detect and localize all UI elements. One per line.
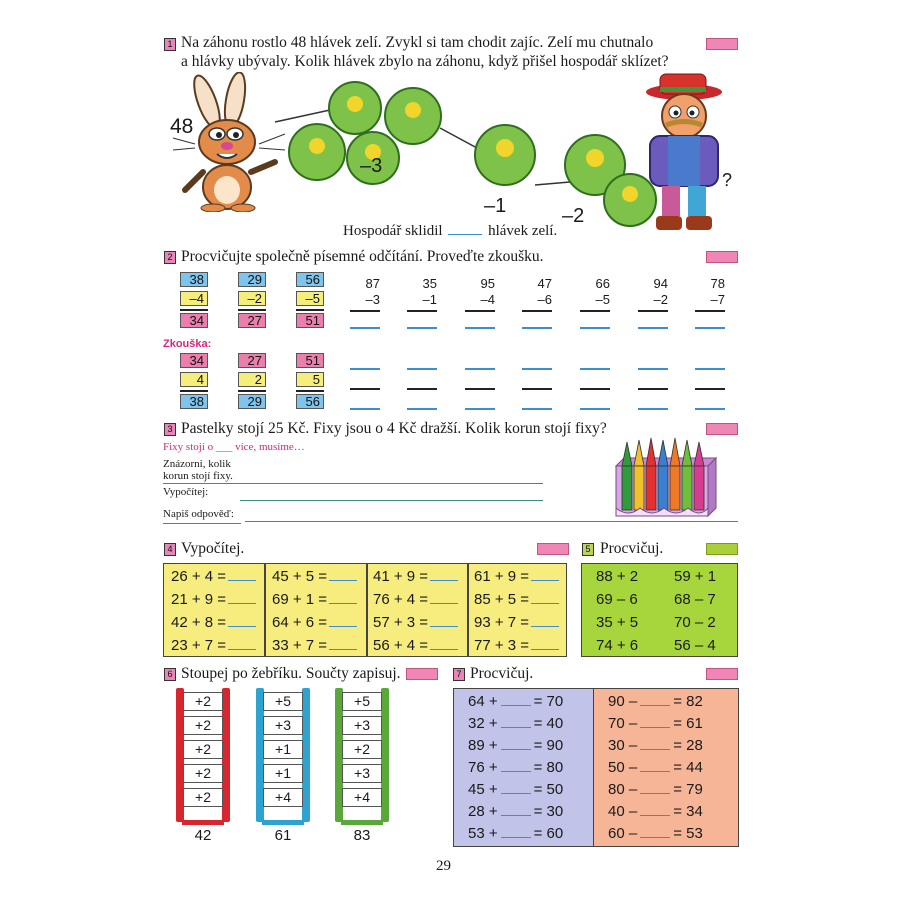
check-sum-line (296, 390, 324, 392)
task-2-title: Procvičujte společně písemné odčítání. Proveďte zkoušku. (181, 248, 544, 265)
check-addend-box: 4 (180, 372, 208, 387)
check-result-box: 29 (238, 394, 266, 409)
addition-exercise (171, 568, 256, 585)
equation-row (468, 825, 563, 842)
exercise-text: 42 + 8 = (171, 614, 227, 631)
ladder-step-box[interactable]: +4 (263, 788, 303, 807)
equation-blank[interactable] (640, 783, 670, 794)
equation-left: 70 – (608, 715, 638, 732)
equation-left: 50 – (608, 759, 638, 776)
exercise-sum-line (638, 310, 668, 312)
exercise-text: 33 + 7 = (272, 637, 328, 654)
check-addend-box: 5 (296, 372, 324, 387)
addition-exercise (171, 591, 256, 608)
exercise-answer-line[interactable] (580, 327, 610, 329)
solved-top-box: 38 (180, 272, 208, 287)
equation-row (468, 693, 563, 710)
answer-blank[interactable] (430, 615, 458, 627)
exercise-text: 21 + 9 = (171, 591, 227, 608)
ladder-step-box[interactable]: +2 (183, 716, 223, 735)
check-sum-line (580, 388, 610, 390)
check-result-line[interactable] (695, 408, 725, 410)
task-1-answer (343, 222, 557, 241)
check-result-line[interactable] (465, 408, 495, 410)
grid4-divider (467, 564, 469, 656)
equation-blank[interactable] (640, 739, 670, 750)
exercise-text: 64 + 6 = (272, 614, 328, 631)
exercise-text: 61 + 9 = (474, 568, 530, 585)
ladder-start-number: 83 (353, 827, 371, 844)
answer-blank[interactable] (329, 615, 357, 627)
grid4-divider (366, 564, 368, 656)
equation-blank[interactable] (640, 717, 670, 728)
task-4-grid (163, 563, 567, 657)
label-draw-line1: Znázorni, kolik (163, 458, 231, 470)
practice-exercise: 69 – 6 (596, 591, 638, 608)
check-answer-line[interactable] (638, 368, 668, 370)
solved-sum-line (180, 309, 208, 311)
cabbages-illustration (265, 80, 665, 230)
ladder-step-box[interactable]: +5 (342, 692, 382, 711)
task-7-number: 7 (453, 668, 465, 681)
task-1-number: 1 (164, 38, 176, 51)
equation-blank[interactable] (501, 717, 531, 728)
check-answer-line[interactable] (465, 368, 495, 370)
addition-exercise (373, 568, 458, 585)
ladder-step-box[interactable]: +3 (342, 716, 382, 735)
equation-right: = 40 (533, 715, 564, 732)
equation-blank[interactable] (640, 805, 670, 816)
equation-right: = 70 (533, 693, 564, 710)
addition-exercise (272, 614, 357, 631)
equation-row (608, 781, 703, 798)
exercise-text: 26 + 4 = (171, 568, 227, 585)
task-5-title: Procvičuj. (600, 540, 664, 557)
equation-left: 45 + (468, 781, 498, 798)
check-result-box: 56 (296, 394, 324, 409)
exercise-answer-line[interactable] (695, 327, 725, 329)
minus-2-label: –2 (562, 205, 585, 227)
equation-row (468, 759, 563, 776)
practice-exercise: 88 + 2 (596, 568, 639, 585)
check-answer-line[interactable] (580, 368, 610, 370)
ladder-step-box[interactable]: +2 (183, 740, 223, 759)
ladder-start-number: 61 (274, 827, 292, 844)
equation-blank[interactable] (501, 739, 531, 750)
start-number-48: 48 (170, 115, 194, 138)
crayons-box-illustration (608, 436, 720, 524)
equation-blank[interactable] (501, 761, 531, 772)
answer-blank[interactable] (228, 615, 256, 627)
task-3-label-answer: Napiš odpověď: (163, 508, 234, 520)
equation-right: = 82 (673, 693, 703, 710)
check-sum-line (238, 390, 266, 392)
solved-subtrahend-box: –2 (238, 291, 266, 306)
equation-left: 64 + (468, 693, 498, 710)
check-sum-line (695, 388, 725, 390)
answer-blank[interactable] (531, 569, 559, 581)
check-sum-line (350, 388, 380, 390)
task-4-number: 4 (164, 543, 176, 556)
exercise-sum-line (522, 310, 552, 312)
exercise-subtrahend: –6 (537, 292, 552, 307)
exercise-sum-line (407, 310, 437, 312)
exercise-answer-line[interactable] (638, 327, 668, 329)
equation-blank[interactable] (501, 695, 531, 706)
equation-right: = 44 (673, 759, 703, 776)
equation-left: 53 + (468, 825, 498, 842)
answer-blank[interactable] (430, 592, 458, 604)
equation-left: 60 – (608, 825, 638, 842)
exercise-answer-line[interactable] (465, 327, 495, 329)
exercise-subtrahend: –7 (710, 292, 725, 307)
task-3-number: 3 (164, 423, 176, 436)
check-top-box: 27 (238, 353, 266, 368)
ladder-step-box[interactable]: +4 (342, 788, 382, 807)
ladder-step-box[interactable]: +1 (263, 764, 303, 783)
ladder-step-box[interactable]: +1 (263, 740, 303, 759)
exercise-text: 41 + 9 = (373, 568, 429, 585)
addition-exercise (272, 591, 357, 608)
exercise-subtrahend: –3 (365, 292, 380, 307)
task-6-title: Stoupej po žebříku. Součty zapisuj. (181, 665, 401, 682)
score-box-task-1[interactable] (706, 38, 738, 50)
equation-right: = 61 (673, 715, 703, 732)
equation-right: = 53 (673, 825, 703, 842)
addition-exercise (474, 637, 559, 654)
equation-right: = 34 (673, 803, 703, 820)
solved-subtrahend-box: –5 (296, 291, 324, 306)
page-number: 29 (436, 858, 451, 874)
exercise-subtrahend: –2 (653, 292, 668, 307)
equation-left: 90 – (608, 693, 638, 710)
ladder-start-number: 42 (194, 827, 212, 844)
check-sum-line (407, 388, 437, 390)
check-result-line[interactable] (407, 408, 437, 410)
check-sum-line (180, 390, 208, 392)
draw-answer-line[interactable] (163, 483, 543, 484)
answer-blank[interactable] (430, 638, 458, 650)
equation-right: = 90 (533, 737, 564, 754)
equation-row (608, 803, 703, 820)
task-3-title: Pastelky stojí 25 Kč. Fixy jsou o 4 Kč dražší. Kolik korun stojí fixy? (181, 420, 607, 437)
exercise-text: 77 + 3 = (474, 637, 530, 654)
equation-blank[interactable] (501, 783, 531, 794)
addition-exercise (373, 614, 458, 631)
farmer-illustration (628, 70, 740, 235)
equation-left: 30 – (608, 737, 638, 754)
ladder-step-box[interactable]: +2 (183, 764, 223, 783)
exercise-text: 57 + 3 = (373, 614, 429, 631)
answer-suffix: hlávek zelí. (488, 223, 558, 239)
answer-blank[interactable] (329, 569, 357, 581)
check-answer-line[interactable] (695, 368, 725, 370)
exercise-text: 45 + 5 = (272, 568, 328, 585)
equation-right: = 30 (533, 803, 564, 820)
task-1-text-line1: Na záhonu rostlo 48 hlávek zelí. Zvykl si tam chodit zajíc. Zelí mu chutnalo (181, 34, 654, 51)
task-1-text-line2: a hlávky ubývaly. Kolik hlávek zbylo na záhonu, když přišel hospodář sklízet? (181, 53, 669, 70)
check-sum-line (638, 388, 668, 390)
ladder-step-box[interactable]: +2 (183, 692, 223, 711)
task-7-left-grid (453, 688, 594, 847)
check-result-line[interactable] (638, 408, 668, 410)
equation-left: 89 + (468, 737, 498, 754)
equation-row (608, 737, 703, 754)
answer-blank[interactable] (531, 638, 559, 650)
question-mark: ? (722, 170, 733, 190)
equation-blank[interactable] (640, 827, 670, 838)
addition-exercise (272, 637, 357, 654)
answer-blank[interactable] (329, 592, 357, 604)
check-answer-line[interactable] (407, 368, 437, 370)
exercise-subtrahend: –1 (422, 292, 437, 307)
answer-blank[interactable] (228, 638, 256, 650)
solved-sum-line (296, 309, 324, 311)
check-label: Zkouška: (163, 338, 212, 350)
exercise-answer-line[interactable] (522, 327, 552, 329)
ladder-step-box[interactable]: +3 (263, 716, 303, 735)
exercise-sum-line (580, 310, 610, 312)
ladder-rail-right (222, 688, 230, 822)
addition-exercise (171, 637, 256, 654)
exercise-text: 23 + 7 = (171, 637, 227, 654)
exercise-minuend: 94 (653, 276, 668, 291)
exercise-text: 69 + 1 = (272, 591, 328, 608)
check-sum-line (522, 388, 552, 390)
practice-exercise: 35 + 5 (596, 614, 639, 631)
answer-blank[interactable] (448, 223, 482, 235)
solved-result-box: 51 (296, 313, 324, 328)
score-box-task-7[interactable] (706, 668, 738, 680)
equation-blank[interactable] (501, 805, 531, 816)
exercise-sum-line (350, 310, 380, 312)
equation-row (608, 693, 703, 710)
check-addend-box: 2 (238, 372, 266, 387)
exercise-text: 56 + 4 = (373, 637, 429, 654)
addition-exercise (474, 591, 559, 608)
exercise-answer-line[interactable] (350, 327, 380, 329)
exercise-text: 76 + 4 = (373, 591, 429, 608)
score-box-task-2[interactable] (706, 251, 738, 263)
task-3-label-draw (163, 458, 233, 482)
ladder-step-box[interactable]: +5 (263, 692, 303, 711)
solved-top-box: 56 (296, 272, 324, 287)
equation-row (608, 715, 703, 732)
practice-exercise: 68 – 7 (674, 591, 716, 608)
answer-blank[interactable] (329, 638, 357, 650)
exercise-subtrahend: –5 (595, 292, 610, 307)
label-draw-line2: korun stojí fixy. (163, 470, 233, 482)
equation-blank[interactable] (640, 761, 670, 772)
task-5-grid (581, 563, 738, 657)
equation-row (608, 825, 703, 842)
exercise-text: 85 + 5 = (474, 591, 530, 608)
task-3-hint: Fixy stojí o ___ více, musíme… (163, 441, 305, 453)
practice-exercise: 56 – 4 (674, 637, 716, 654)
equation-right: = 80 (533, 759, 564, 776)
solved-subtrahend-box: –4 (180, 291, 208, 306)
exercise-minuend: 78 (710, 276, 725, 291)
ladder-rung (341, 820, 383, 825)
answer-blank[interactable] (228, 592, 256, 604)
check-answer-line[interactable] (522, 368, 552, 370)
ladder-rail-right (381, 688, 389, 822)
exercise-minuend: 66 (595, 276, 610, 291)
equation-row (468, 737, 563, 754)
addition-exercise (171, 614, 256, 631)
equation-left: 28 + (468, 803, 498, 820)
equation-left: 32 + (468, 715, 498, 732)
score-box-task-4[interactable] (537, 543, 569, 555)
check-answer-line[interactable] (350, 368, 380, 370)
solved-top-box: 29 (238, 272, 266, 287)
calc-answer-line[interactable] (240, 500, 543, 501)
exercise-minuend: 95 (480, 276, 495, 291)
equation-right: = 79 (673, 781, 703, 798)
task-6-number: 6 (164, 668, 176, 681)
addition-exercise (373, 591, 458, 608)
task-2-number: 2 (164, 251, 176, 264)
exercise-minuend: 35 (422, 276, 437, 291)
check-result-box: 38 (180, 394, 208, 409)
check-top-box: 34 (180, 353, 208, 368)
check-top-box: 51 (296, 353, 324, 368)
ladder-step-box[interactable]: +2 (342, 740, 382, 759)
minus-1-label: –1 (484, 195, 507, 217)
task-5-number: 5 (582, 543, 594, 556)
exercise-subtrahend: –4 (480, 292, 495, 307)
ladder-step-box[interactable]: +2 (183, 788, 223, 807)
score-box-task-3[interactable] (706, 423, 738, 435)
equation-left: 40 – (608, 803, 638, 820)
equation-right: = 50 (533, 781, 564, 798)
exercise-minuend: 47 (537, 276, 552, 291)
ladder-rung (182, 820, 224, 825)
practice-exercise: 70 – 2 (674, 614, 716, 631)
exercise-sum-line (695, 310, 725, 312)
check-sum-line (465, 388, 495, 390)
equation-right: = 60 (533, 825, 564, 842)
equation-right: = 28 (673, 737, 703, 754)
equation-left: 76 + (468, 759, 498, 776)
check-result-line[interactable] (580, 408, 610, 410)
task-3-label-calc: Vypočítej: (163, 486, 209, 498)
exercise-minuend: 87 (365, 276, 380, 291)
check-result-line[interactable] (522, 408, 552, 410)
addition-exercise (474, 568, 559, 585)
solved-sum-line (238, 309, 266, 311)
exercise-answer-line[interactable] (407, 327, 437, 329)
answer-blank[interactable] (430, 569, 458, 581)
ladder-step-box[interactable]: +3 (342, 764, 382, 783)
equation-blank[interactable] (640, 695, 670, 706)
task-7-right-grid (594, 688, 739, 847)
addition-exercise (474, 614, 559, 631)
task-7-title: Procvičuj. (470, 665, 534, 682)
ladder-rail-right (302, 688, 310, 822)
equation-blank[interactable] (501, 827, 531, 838)
answer-blank[interactable] (531, 592, 559, 604)
equation-row (468, 715, 563, 732)
exercise-sum-line (465, 310, 495, 312)
grid4-divider (264, 564, 266, 656)
minus-3-label: –3 (360, 155, 383, 177)
equation-left: 80 – (608, 781, 638, 798)
equation-row (468, 781, 563, 798)
practice-exercise: 74 + 6 (596, 637, 639, 654)
task-4-title: Vypočítej. (181, 540, 245, 557)
check-result-line[interactable] (350, 408, 380, 410)
exercise-text: 93 + 7 = (474, 614, 530, 631)
equation-row (608, 759, 703, 776)
answer-prefix: Hospodář sklidil (343, 223, 443, 239)
solved-result-box: 34 (180, 313, 208, 328)
score-box-task-5[interactable] (706, 543, 738, 555)
ladder-rung (262, 820, 304, 825)
written-answer-line-left (163, 523, 241, 524)
answer-blank[interactable] (228, 569, 256, 581)
practice-exercise: 59 + 1 (674, 568, 717, 585)
equation-row (468, 803, 563, 820)
solved-result-box: 27 (238, 313, 266, 328)
addition-exercise (373, 637, 458, 654)
score-box-task-6[interactable] (406, 668, 438, 680)
answer-blank[interactable] (531, 615, 559, 627)
addition-exercise (272, 568, 357, 585)
